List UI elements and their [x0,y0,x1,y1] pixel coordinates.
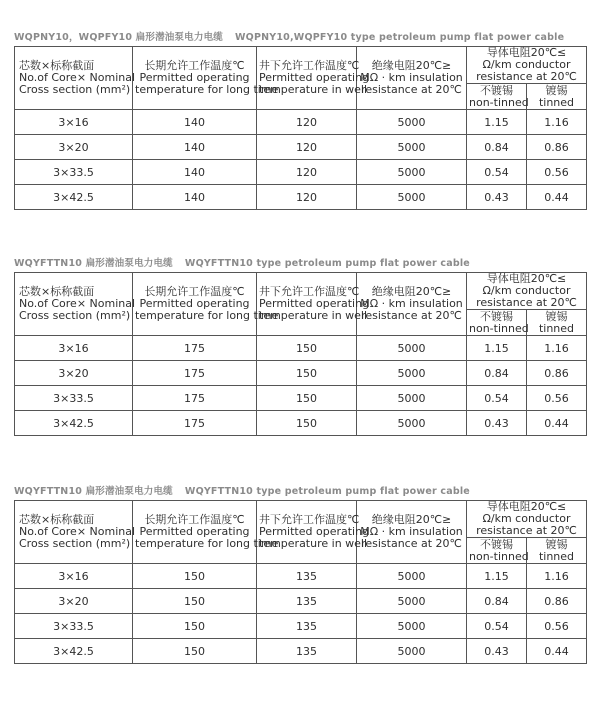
cable-spec-section [14,30,586,210]
header-line: Permitted operating [139,297,250,310]
header-line: MΩ · km insulation [360,297,463,310]
table-row [15,160,587,185]
header-temp-well [257,47,370,110]
cell-insulation: 5000 [357,564,467,589]
cell-insulation: 5000 [357,411,467,436]
header-line: 长期允许工作温度℃ [144,285,245,298]
cell-section: 3×16 [15,336,133,361]
section-title-en: WQPNY10,WQPFY10 type petroleum pump flat power cable [234,32,565,43]
cell-temp-well: 150 [257,386,357,411]
cell-section: 3×42.5 [15,185,133,210]
cell-non-tinned: 0.54 [467,160,527,185]
header-line: tinned [538,95,575,109]
cell-non-tinned: 0.54 [467,614,527,639]
header-line: No.of Core× Nominal [19,297,136,310]
header-line: 不镀锡 [480,309,513,323]
header-line: non-tinned [469,549,529,563]
header-temp-long [133,501,279,564]
header-line: temperature in well [259,83,368,96]
header-core-section [15,273,136,336]
header-line: 绝缘电阻20℃≥ [371,285,452,298]
header-conductor [467,273,587,310]
header-line: MΩ · km insulation [360,525,463,538]
section-title [14,30,586,46]
header-line: 井下允许工作温度℃ [259,513,360,526]
header-tinned [527,84,587,110]
header-temp-long [133,273,279,336]
section-title-en: WQYFTTN10 type petroleum pump flat power cable [184,486,470,497]
header-line: 芯数×标称截面 [19,285,95,298]
cell-temp-well: 120 [257,160,357,185]
cell-insulation: 5000 [357,361,467,386]
cell-tinned: 0.86 [527,361,587,386]
header-line: 长期允许工作温度℃ [144,513,245,526]
cell-insulation: 5000 [357,135,467,160]
header-line: 绝缘电阻20℃≥ [371,59,452,72]
cell-insulation: 5000 [357,589,467,614]
cell-tinned: 0.44 [527,185,587,210]
cell-tinned: 0.44 [527,639,587,664]
cell-section: 3×42.5 [15,639,133,664]
cell-temp-well: 150 [257,411,357,436]
header-line: resistance at 20℃ [476,524,577,537]
header-line: Ω/km conductor [482,284,571,297]
cell-temp-well: 150 [257,361,357,386]
header-line: resistance at 20℃ [361,83,462,96]
header-line: 芯数×标称截面 [19,59,95,72]
header-line: 井下允许工作温度℃ [259,285,360,298]
cell-temp-well: 150 [257,336,357,361]
cell-temp-long: 175 [133,411,257,436]
cell-temp-long: 140 [133,160,257,185]
cell-tinned: 0.86 [527,589,587,614]
section-title [14,484,586,500]
cell-insulation: 5000 [357,110,467,135]
cell-tinned: 1.16 [527,564,587,589]
section-title-zh: WQPNY10，WQPFY10 扁形潜油泵电力电缆 [14,32,223,43]
header-temp-long [133,47,279,110]
header-tinned [527,310,587,336]
cell-section: 3×16 [15,110,133,135]
header-line: temperature for long time [135,537,279,550]
cell-non-tinned: 1.15 [467,110,527,135]
cell-temp-well: 135 [257,589,357,614]
header-insulation [357,501,467,564]
header-conductor [467,47,587,84]
header-line: Cross section (mm²) [19,83,131,96]
header-line: 长期允许工作温度℃ [144,59,245,72]
header-non-tinned [467,310,527,336]
header-line: 芯数×标称截面 [19,513,95,526]
table-row [15,135,587,160]
header-core-section [15,501,136,564]
cell-section: 3×20 [15,589,133,614]
cell-temp-well: 120 [257,185,357,210]
header-line: 不镀锡 [480,537,513,551]
header-insulation [357,273,467,336]
section-title-zh: WQYFTTN10 扁形潜油泵电力电缆 [14,486,173,497]
spec-table [14,500,587,664]
header-line: 不镀锡 [480,83,513,97]
cell-section: 3×42.5 [15,411,133,436]
cell-temp-well: 120 [257,110,357,135]
header-line: No.of Core× Nominal [19,71,136,84]
section-title [14,256,586,272]
cable-spec-section [14,256,586,436]
cell-non-tinned: 0.43 [467,185,527,210]
cell-insulation: 5000 [357,185,467,210]
header-line: Ω/km conductor [482,58,571,71]
table-row [15,361,587,386]
header-line: tinned [538,549,575,563]
cell-tinned: 1.16 [527,336,587,361]
cell-section: 3×33.5 [15,386,133,411]
cell-temp-long: 150 [133,614,257,639]
cell-section: 3×20 [15,361,133,386]
header-line: temperature in well [259,537,368,550]
cell-section: 3×20 [15,135,133,160]
header-line: tinned [538,321,575,335]
section-title-en: WQYFTTN10 type petroleum pump flat power cable [184,258,470,269]
cell-section: 3×33.5 [15,160,133,185]
header-line: 镀锡 [545,83,568,97]
cell-tinned: 0.56 [527,614,587,639]
cell-insulation: 5000 [357,639,467,664]
header-line: MΩ · km insulation [360,71,463,84]
header-line: non-tinned [469,95,529,109]
header-insulation [357,47,467,110]
cell-insulation: 5000 [357,336,467,361]
cell-non-tinned: 0.43 [467,639,527,664]
header-line: resistance at 20℃ [361,309,462,322]
cell-tinned: 0.56 [527,386,587,411]
header-line: 导体电阻20℃≤ [486,500,567,513]
cell-temp-long: 175 [133,386,257,411]
cell-non-tinned: 0.84 [467,589,527,614]
header-line: Ω/km conductor [482,512,571,525]
cell-non-tinned: 0.43 [467,411,527,436]
cell-temp-long: 140 [133,185,257,210]
cell-non-tinned: 0.84 [467,361,527,386]
cell-temp-long: 150 [133,589,257,614]
cell-temp-well: 135 [257,614,357,639]
spec-table [14,272,587,436]
header-line: 井下允许工作温度℃ [259,59,360,72]
cell-tinned: 0.56 [527,160,587,185]
table-row [15,336,587,361]
table-row [15,614,587,639]
cell-insulation: 5000 [357,386,467,411]
cable-spec-section [14,484,586,664]
header-line: Permitted operating [259,297,370,310]
cell-temp-well: 120 [257,135,357,160]
cell-insulation: 5000 [357,160,467,185]
header-temp-well [257,501,370,564]
header-non-tinned [467,538,527,564]
spec-table [14,46,587,210]
header-line: No.of Core× Nominal [19,525,136,538]
cell-tinned: 0.86 [527,135,587,160]
cell-insulation: 5000 [357,614,467,639]
header-line: temperature for long time [135,309,279,322]
table-row [15,185,587,210]
header-line: Cross section (mm²) [19,309,131,322]
header-line: resistance at 20℃ [476,70,577,83]
cell-non-tinned: 0.84 [467,135,527,160]
cell-temp-long: 150 [133,639,257,664]
cell-temp-well: 135 [257,639,357,664]
cell-section: 3×16 [15,564,133,589]
header-line: resistance at 20℃ [361,537,462,550]
header-tinned [527,538,587,564]
section-title-zh: WQYFTTN10 扁形潜油泵电力电缆 [14,258,173,269]
table-row [15,639,587,664]
header-line: resistance at 20℃ [476,296,577,309]
cell-temp-long: 150 [133,564,257,589]
cell-tinned: 0.44 [527,411,587,436]
table-row [15,386,587,411]
cell-non-tinned: 1.15 [467,336,527,361]
header-line: 镀锡 [545,537,568,551]
cell-temp-well: 135 [257,564,357,589]
cell-temp-long: 140 [133,135,257,160]
header-temp-well [257,273,370,336]
header-line: non-tinned [469,321,529,335]
table-row [15,110,587,135]
header-line: temperature in well [259,309,368,322]
header-line: 镀锡 [545,309,568,323]
header-line: Cross section (mm²) [19,537,131,550]
header-line: Permitted operating [139,71,250,84]
cell-temp-long: 140 [133,110,257,135]
header-line: 导体电阻20℃≤ [486,272,567,285]
header-conductor [467,501,587,538]
table-row [15,411,587,436]
table-row [15,589,587,614]
header-line: 绝缘电阻20℃≥ [371,513,452,526]
cell-non-tinned: 0.54 [467,386,527,411]
header-line: Permitted operating [259,525,370,538]
header-core-section [15,47,136,110]
cell-temp-long: 175 [133,361,257,386]
header-line: 导体电阻20℃≤ [486,46,567,59]
cell-section: 3×33.5 [15,614,133,639]
header-line: temperature for long time [135,83,279,96]
cell-non-tinned: 1.15 [467,564,527,589]
header-line: Permitted operating [139,525,250,538]
cell-temp-long: 175 [133,336,257,361]
table-row [15,564,587,589]
header-line: Permitted operating [259,71,370,84]
header-non-tinned [467,84,527,110]
cell-tinned: 1.16 [527,110,587,135]
